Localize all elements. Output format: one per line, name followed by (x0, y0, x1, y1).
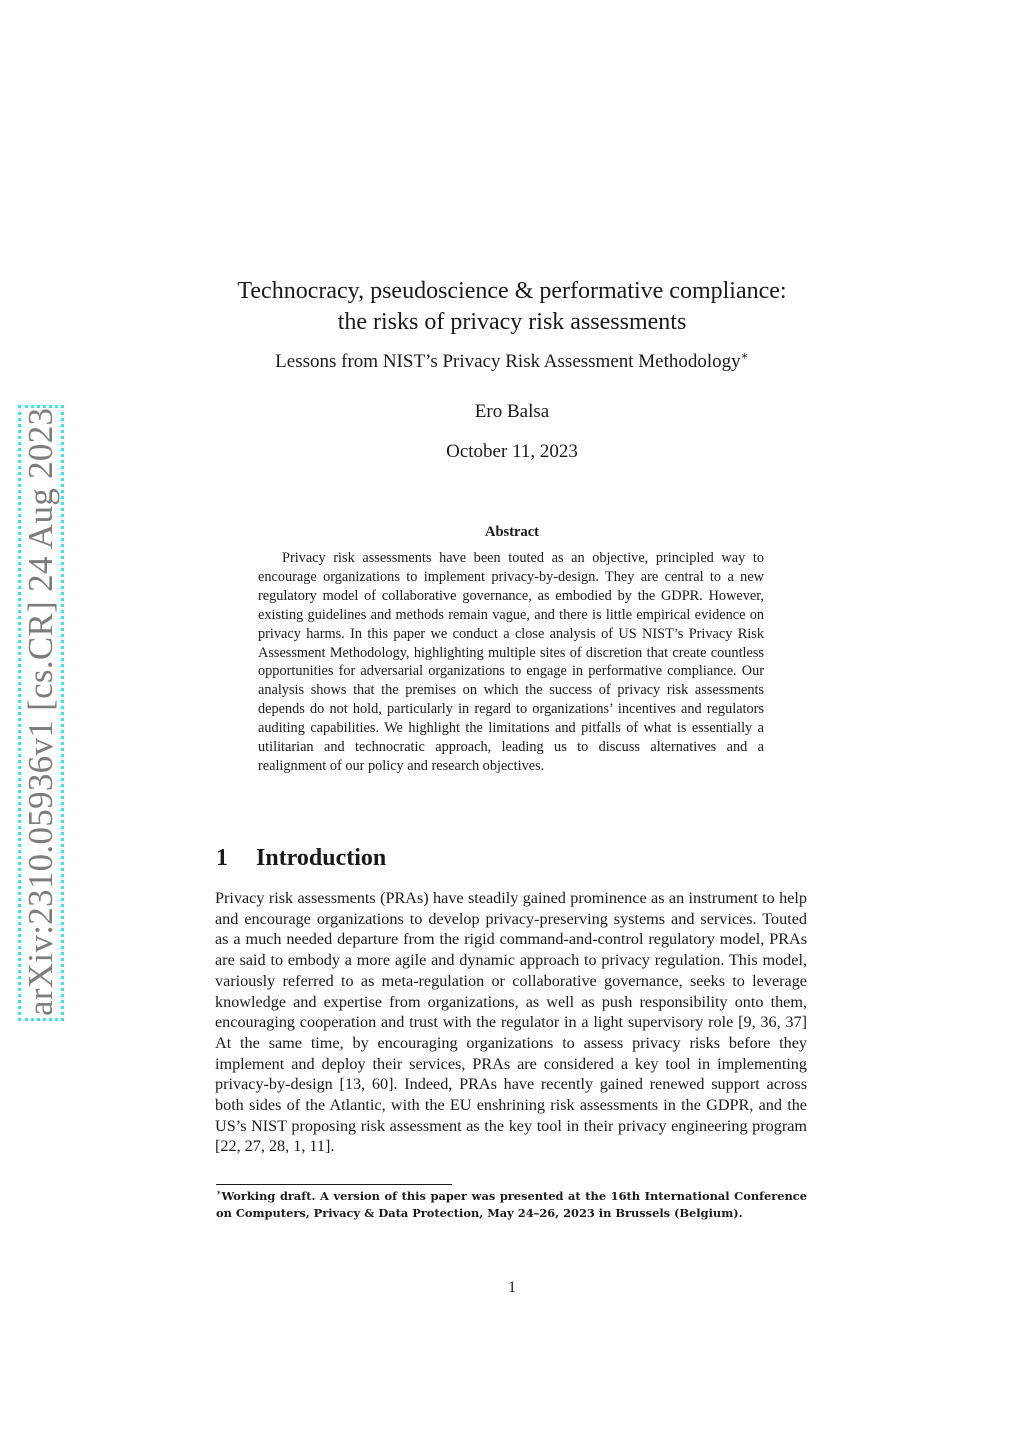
section-heading-introduction (216, 842, 386, 874)
arxiv-identifier[interactable]: arXiv:2310.05936v1 [cs.CR] 24 Aug 2023 (21, 407, 60, 1016)
section-title: Introduction (256, 845, 387, 871)
paper-date: October 11, 2023 (446, 441, 578, 462)
footnote-text: Working draft. A version of this paper was presented at the 16th International Conference on Computers, Privacy & Data Protection, May 24–26, 2023 in Brussels (Belgium). (216, 1189, 807, 1220)
footnote-divider (216, 1184, 452, 1185)
section-number: 1 (216, 845, 228, 871)
abstract-heading: Abstract (485, 524, 539, 540)
author-name: Ero Balsa (474, 401, 550, 422)
subtitle-text: Lessons from NIST’s Privacy Risk Assessment Methodology (275, 351, 741, 372)
paper-subtitle (0, 350, 1024, 374)
subtitle-footnote-mark[interactable]: ∗ (740, 348, 749, 363)
paper-title (0, 276, 1024, 338)
title-line-2: the risks of privacy risk assessments (337, 309, 687, 335)
abstract-body: Privacy risk assessments have been touted as an objective, principled way to encourage organizations to implement privacy-by-design. They are central to a new regulatory model of collaborative governance, as embodied by the GDPR. However, existing guidelines and methods remain vague, and there is little empirical evidence on privacy harms. In this paper we conduct a close analysis of US NIST’s Privacy Risk Assessment Methodology, highlighting multiple sites of discretion that create countless opportunities for adversarial organizations to engage in performative compliance. Our analysis shows that the premises on which the success of privacy risk assessments depends do not hold, particularly in regard to organizations’ incentives and regulators auditing capabilities. We highlight the limitations and pitfalls of what is essentially a utilitarian and technocratic approach, leading us to discuss alternatives and a realignment of our policy and research objectives. (258, 550, 764, 774)
page-number: 1 (508, 1279, 516, 1296)
introduction-paragraph: Privacy risk assessments (PRAs) have steadily gained prominence as an instrument to help and encourage organizations to develop privacy-preserving systems and services. Touted as a much needed departure from the rigid command-and-control regulatory model, PRAs are said to embody a more agile and dynamic approach to privacy regulation. This model, variously referred to as meta-regulation or collaborative governance, seeks to leverage knowledge and expertise from organizations, as well as push responsibility onto them, encouraging cooperation and trust with the regulator in a light supervisory role [9, 36, 37] At the same time, by encouraging organizations to assess privacy risks before they implement and deploy their services, PRAs are considered a key tool in implementing privacy-by-design [13, 60]. Indeed, PRAs have recently gained renewed support across both sides of the Atlantic, with the EU enshrining risk assessments in the GDPR, and the US’s NIST proposing risk assessment as the key tool in their privacy engineering program [22, 27, 28, 1, 11]. (215, 889, 807, 1156)
footnote (216, 1188, 807, 1222)
footnote-mark: ∗ (216, 1188, 222, 1198)
title-line-1: Technocracy, pseudoscience & performative compliance: (237, 278, 787, 304)
